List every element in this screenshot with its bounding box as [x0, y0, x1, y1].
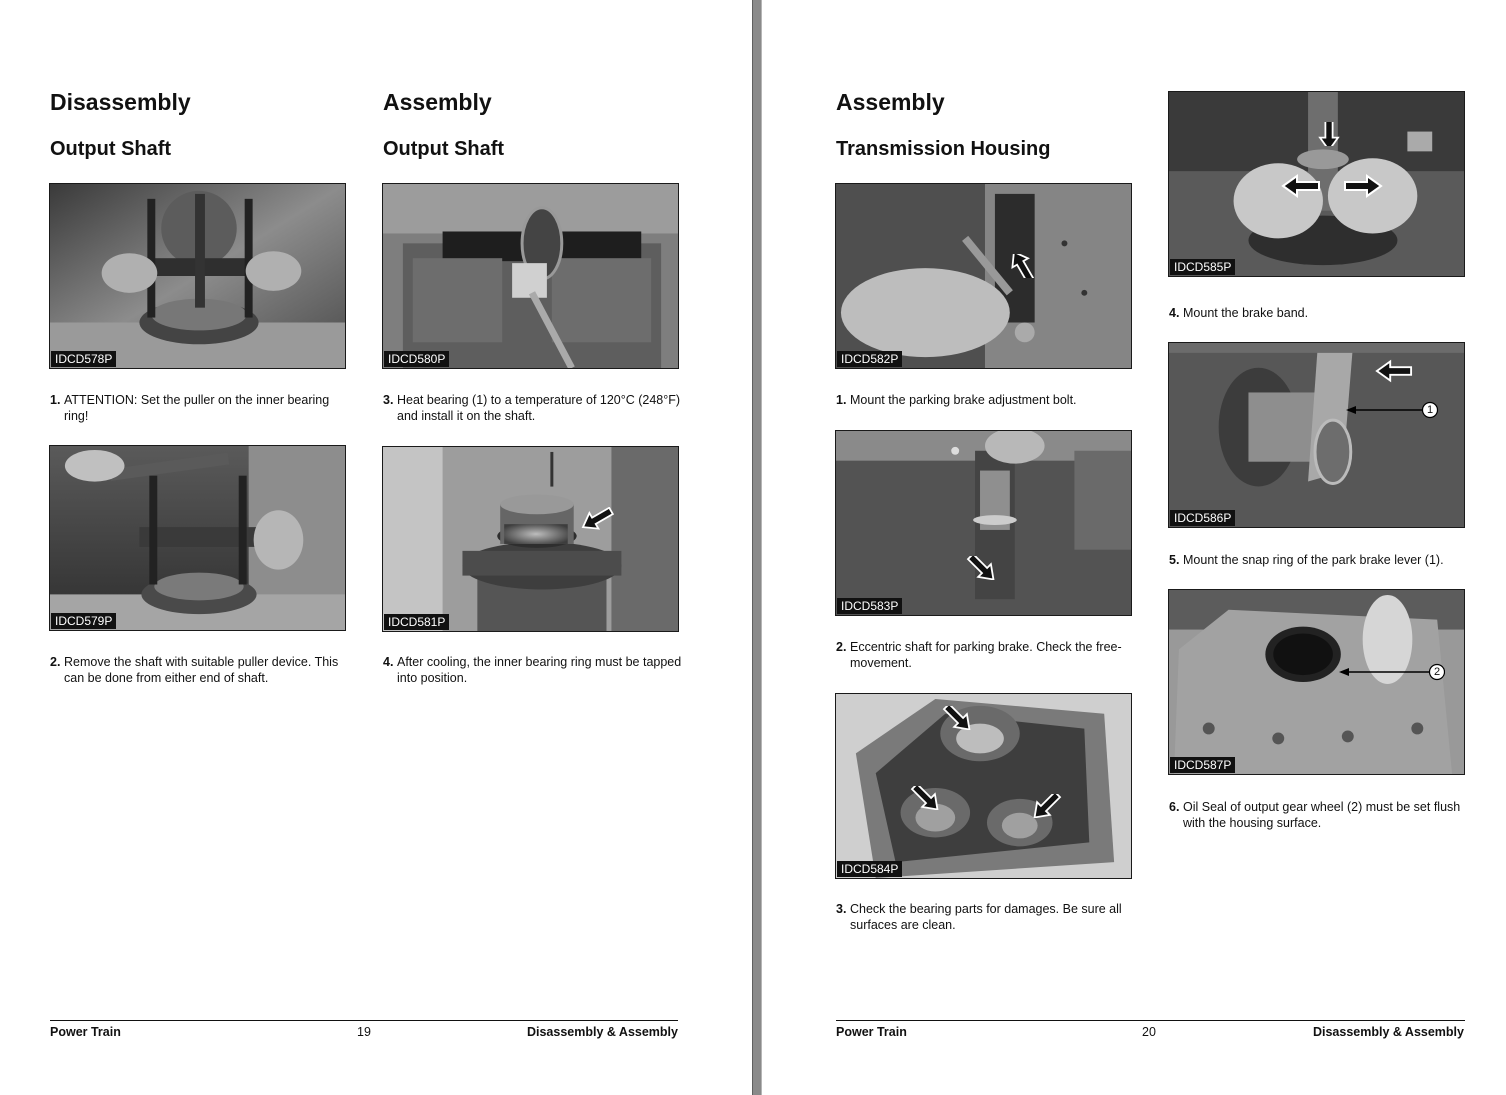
step-number: 5. [1169, 553, 1180, 567]
footer-chapter: Disassembly & Assembly [1312, 1025, 1464, 1039]
photo-illustration [50, 184, 345, 368]
left-page [0, 0, 752, 1095]
section-heading: Assembly [836, 89, 945, 115]
step-text [1169, 305, 1469, 321]
step-body: Heat bearing (1) to a temperature of 120°C (248°F) and install it on the shaft. [397, 393, 681, 423]
step-text [836, 639, 1136, 671]
figure-code: IDCD581P [384, 614, 449, 630]
step-body: Remove the shaft with suitable puller device. This can be done from either end of shaft. [64, 655, 339, 685]
step-body: Mount the parking brake adjustment bolt. [850, 393, 1077, 407]
photo-illustration [383, 184, 678, 368]
footer-section: Power Train [50, 1025, 121, 1039]
step-text [50, 654, 350, 686]
section-subheading: Output Shaft [50, 138, 172, 160]
step-text [383, 392, 683, 424]
figure-code: IDCD584P [837, 861, 902, 877]
step-number: 3. [836, 902, 847, 916]
figure-code: IDCD585P [1170, 259, 1235, 275]
step-number: 2. [836, 640, 847, 654]
footer-rule [836, 1020, 1465, 1021]
step-text [1169, 552, 1469, 568]
step-text [383, 654, 683, 686]
photo-illustration [383, 447, 678, 631]
figure-photo [49, 183, 346, 369]
figure-photo [382, 446, 679, 632]
step-text [1169, 799, 1469, 831]
arrow-icon [940, 706, 976, 730]
arrow-icon [1375, 359, 1413, 383]
step-number: 1. [836, 393, 847, 407]
step-number: 6. [1169, 800, 1180, 814]
page-number: 20 [1142, 1025, 1156, 1039]
figure-photo [382, 183, 679, 369]
callout-number: 2 [1433, 666, 1441, 678]
arrow-icon [1028, 794, 1064, 818]
figure-code: IDCD579P [51, 613, 116, 629]
right-page [762, 0, 1506, 1095]
figure-code: IDCD578P [51, 351, 116, 367]
callout-number: 1 [1426, 404, 1434, 416]
step-number: 1. [50, 393, 61, 407]
arrow-icon [908, 786, 944, 810]
figure-code: IDCD587P [1170, 757, 1235, 773]
section-subheading: Transmission Housing [836, 138, 1051, 160]
photo-illustration [50, 446, 345, 630]
arrow-icon [1281, 174, 1321, 198]
photo-illustration [1169, 343, 1464, 527]
figure-photo [1168, 91, 1465, 277]
figure-photo [49, 445, 346, 631]
figure-photo [1168, 589, 1465, 775]
figure-code: IDCD586P [1170, 510, 1235, 526]
section-heading: Assembly [383, 89, 492, 115]
figure-code: IDCD580P [384, 351, 449, 367]
arrow-icon [1004, 254, 1040, 278]
footer-chapter: Disassembly & Assembly [526, 1025, 678, 1039]
step-body: ATTENTION: Set the puller on the inner bearing ring! [64, 393, 330, 423]
figure-code: IDCD582P [837, 351, 902, 367]
photo-illustration [836, 184, 1131, 368]
arrow-icon [579, 507, 615, 531]
arrow-icon [964, 556, 1000, 580]
step-number: 4. [383, 655, 394, 669]
footer-section: Power Train [836, 1025, 907, 1039]
arrow-icon [1311, 122, 1347, 146]
page-number: 19 [357, 1025, 371, 1039]
figure-photo [1168, 342, 1465, 528]
figure-code: IDCD583P [837, 598, 902, 614]
step-body: Check the bearing parts for damages. Be sure all surfaces are clean. [850, 902, 1122, 932]
step-text [836, 901, 1136, 933]
callout-leader-line [1337, 661, 1445, 683]
page-gutter [752, 0, 762, 1095]
step-body: Mount the brake band. [1183, 306, 1309, 320]
photo-illustration [836, 694, 1131, 878]
footer-rule [50, 1020, 678, 1021]
step-number: 4. [1169, 306, 1180, 320]
step-text [836, 392, 1136, 408]
step-text [50, 392, 350, 424]
figure-photo [835, 430, 1132, 616]
arrow-icon [1343, 174, 1383, 198]
step-body: Oil Seal of output gear wheel (2) must be set flush with the housing surface. [1183, 800, 1461, 830]
step-number: 2. [50, 655, 61, 669]
figure-photo [835, 693, 1132, 879]
figure-photo [835, 183, 1132, 369]
photo-illustration [836, 431, 1131, 615]
step-body: After cooling, the inner bearing ring must be tapped into position. [397, 655, 682, 685]
step-body: Eccentric shaft for parking brake. Check the free-movement. [850, 640, 1122, 670]
step-number: 3. [383, 393, 394, 407]
step-body: Mount the snap ring of the park brake lever (1). [1183, 553, 1444, 567]
section-heading: Disassembly [50, 89, 191, 115]
section-subheading: Output Shaft [383, 138, 505, 160]
